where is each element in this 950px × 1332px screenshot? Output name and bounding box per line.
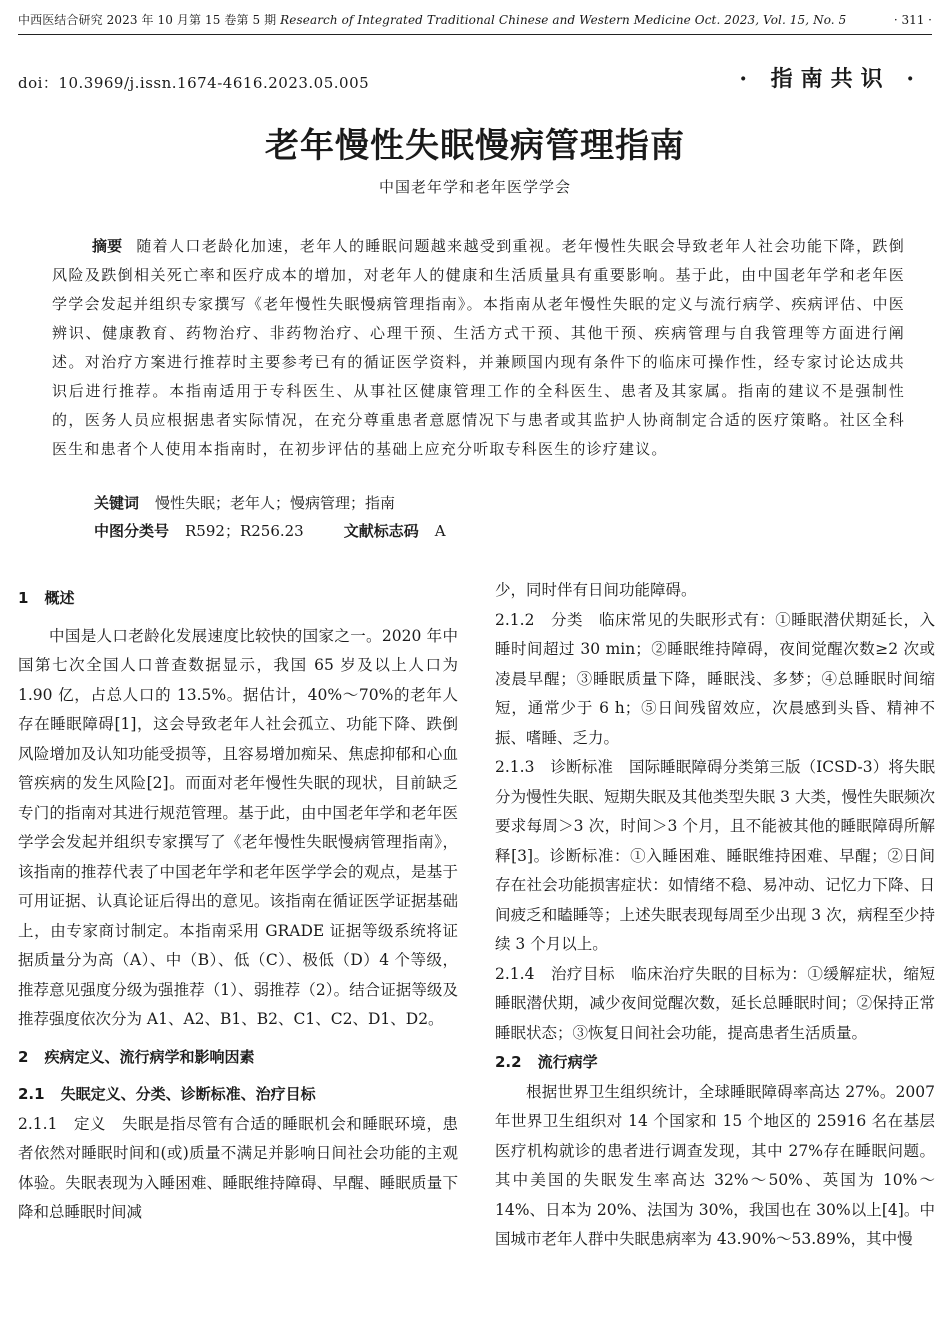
section-number: 2.2 xyxy=(495,1053,522,1071)
page-number: · 311 · xyxy=(893,13,932,27)
document-code: A xyxy=(434,522,446,540)
journal-info xyxy=(18,12,846,28)
paragraph: 中国是人口老龄化发展速度比较快的国家之一。2020 年中国第七次全国人口普查数据显示，我国 65 岁及以上人口为 1.90 亿，占总人口的 13.5%。据估计，40%～70%的老年人存在睡眠障碍[1]，这会导致老年人社会孤立、功能下降、跌倒风险增加及认知功能受损等，且容易增加痴呆、焦虑抑郁和心血管疾病的发生风险[2]。而面对老年慢性失眠的现状，目前缺乏专门的指南对其进行规范管理。基于此，由中国老年学和老年医学学会发起并组织专家撰写了《老年慢性失眠慢病管理指南》，该指南的推荐代表了中国老年学和老年医学学会的观点，是基于可用证据、认真论证后得出的意见。该指南在循证医学证据基础上，由专家商讨制定。本指南采用 GRADE 证据等级系统将证据质量分为高（A）、中（B）、低（C）、极低（D）4 个等级，推荐意见强度分级为强推荐（1）、弱推荐（2）。结合证据等级及推荐强度依次分为 A1、A2、B1、B2、C1、C2、D1、D2。 xyxy=(18,626,458,1028)
section-title: 疾病定义、流行病学和影响因素 xyxy=(44,1047,255,1066)
paragraph: 根据世界卫生组织统计，全球睡眠障碍率高达 27%。2007 年世界卫生组织对 14 个国家和 15 个地区的 25916 名在基层医疗机构就诊的患者进行调查发现，其中 27%存在睡眠问题。其中美国的失眠发生率高达 32%～50%、英国为 10%～14%、日本为 20%、法国为 30%，我国也在 30%以上[4]。中国城市老年人群中失眠患病率为 43.90%～53.89%，其中慢 xyxy=(495,1082,935,1248)
journal-info-en: Research of Integrated Traditional Chinese and Western Medicine Oct. 2023, Vol. 15, No. 5 xyxy=(280,13,847,27)
subsection-title: 定义 xyxy=(73,1114,107,1133)
journal-info-cn: 中西医结合研究 2023 年 10 月第 15 卷第 5 期 xyxy=(18,13,277,27)
author: 中国老年学和老年医学学会 xyxy=(378,178,571,196)
classification-code: R592；R256.23 xyxy=(185,522,304,540)
section-title: 流行病学 xyxy=(537,1053,598,1071)
subsection-number: 2.1.3 xyxy=(495,758,535,776)
classification xyxy=(94,518,446,544)
abstract-label: 摘要 xyxy=(92,237,123,255)
section-number: 1 xyxy=(18,589,29,607)
section-2-2-heading xyxy=(495,1048,935,1078)
abstract xyxy=(52,232,905,464)
subsection-title: 分类 xyxy=(550,610,584,629)
section-number: 2 xyxy=(18,1047,29,1066)
section-1-heading xyxy=(18,584,458,614)
subsection-2-1-3 xyxy=(495,753,935,960)
section-title: 概述 xyxy=(44,589,75,607)
left-column xyxy=(18,572,458,1228)
keywords-text: 慢性失眠；老年人；慢病管理；指南 xyxy=(155,494,396,512)
subsection-number: 2.1.2 xyxy=(495,610,535,629)
section-2-heading xyxy=(18,1043,458,1073)
right-column xyxy=(495,576,935,1255)
subsection-title: 治疗目标 xyxy=(550,964,616,983)
subsection-text: 国际睡眠障碍分类第三版（ICSD-3）将失眠分为慢性失眠、短期失眠及其他类型失眠 3 大类，慢性失眠频次要求每周＞3 次，时间＞3 个月，且不能被其他的睡眠障碍所解释[3]。诊断标准：①入睡困难、睡眠维持困难、早醒；②日间存在社会功能损害症状：如情绪不稳、易冲动、记忆力下降、日间疲乏和瞌睡等；上述失眠表现每周至少出现 3 次，病程至少持续 3 个月以上。 xyxy=(495,758,935,953)
abstract-text: 随着人口老龄化加速，老年人的睡眠问题越来越受到重视。老年慢性失眠会导致老年人社会功能下降，跌倒风险及跌倒相关死亡率和医疗成本的增加，对老年人的健康和生活质量具有重要影响。基于此，由中国老年学和老年医学学会发起并组织专家撰写《老年慢性失眠慢病管理指南》。本指南从老年慢性失眠的定义与流行病学、疾病评估、中医辨识、健康教育、药物治疗、非药物治疗、心理干预、生活方式干预、其他干预、疾病管理与自我管理等方面进行阐述。对治疗方案进行推荐时主要参考已有的循证医学资料，并兼顾国内现有条件下的临床可操作性，经专家讨论达成共识后进行推荐。本指南适用于专科医生、从事社区健康管理工作的全科医生、患者及其家属。指南的建议不是强制性的，医务人员应根据患者实际情况，在充分尊重患者意愿情况下与患者或其监护人协商制定合适的医疗策略。社区全科医生和患者个人使用本指南时，在初步评估的基础上应充分听取专科医生的诊疗建议。 xyxy=(52,237,905,458)
subsection-text: 临床治疗失眠的目标为：①缓解症状，缩短睡眠潜伏期，减少夜间觉醒次数，延长总睡眠时间；②保持正常睡眠状态；③恢复日间社会功能，提高患者生活质量。 xyxy=(495,964,935,1042)
section-title: 失眠定义、分类、诊断标准、治疗目标 xyxy=(60,1085,316,1103)
category-label: · 指南共识 · xyxy=(739,66,922,92)
article-title: 老年慢性失眠慢病管理指南 xyxy=(265,125,685,166)
subsection-2-1-2 xyxy=(495,606,935,754)
paragraph-continuation: 少，同时伴有日间功能障碍。 xyxy=(495,581,697,599)
doi: doi：10.3969/j.issn.1674-4616.2023.05.005 xyxy=(18,74,370,92)
subsection-number: 2.1.4 xyxy=(495,964,535,983)
document-code-label: 文献标志码 xyxy=(343,522,419,540)
keywords xyxy=(94,490,395,516)
subsection-2-1-1 xyxy=(18,1110,458,1228)
subsection-text: 临床常见的失眠形式有：①睡眠潜伏期延长，入睡时间超过 30 min；②睡眠维持障碍，夜间觉醒次数≥2 次或凌晨早醒；③睡眠质量下降，睡眠浅、多梦；④总睡眠时间缩短，通常少于 6 h；⑤日间残留效应，次晨感到头昏、精神不振、嗜睡、乏力。 xyxy=(495,610,935,747)
keywords-label: 关键词 xyxy=(94,494,140,512)
section-2-1-heading xyxy=(18,1080,458,1110)
section-number: 2.1 xyxy=(18,1085,45,1103)
subsection-number: 2.1.1 xyxy=(18,1114,58,1133)
subsection-title: 诊断标准 xyxy=(550,758,613,776)
classification-label: 中图分类号 xyxy=(94,522,170,540)
header-divider xyxy=(18,34,932,35)
subsection-2-1-4 xyxy=(495,960,935,1049)
subsection-text: 失眠是指尽管有合适的睡眠机会和睡眠环境，患者依然对睡眠时间和(或)质量不满足并影响日间社会功能的主观体验。失眠表现为入睡困难、睡眠维持障碍、早醒、睡眠质量下降和总睡眠时间减 xyxy=(18,1114,458,1221)
